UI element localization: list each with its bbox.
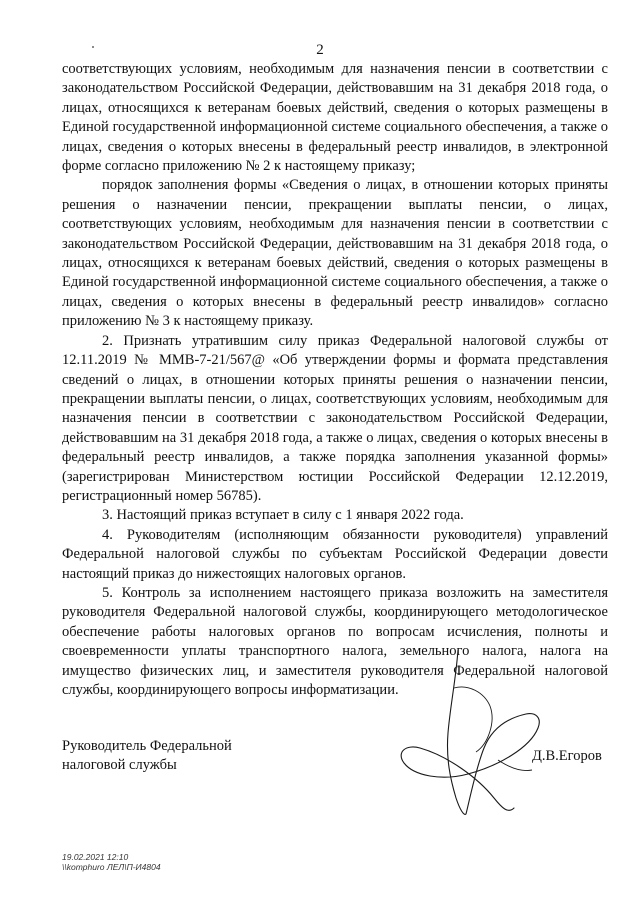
document-body <box>62 60 608 700</box>
signatory-title-line1: Руководитель Федеральной <box>62 738 232 754</box>
handwritten-signature <box>398 648 548 818</box>
paragraph: 4. Руководителям (исполняющим обязанности руководителя) управлений Федеральной налоговой службы по субъектам Российской Федерации довести настоящий приказ до нижестоящих налоговых органов. <box>62 526 608 582</box>
paragraph: порядок заполнения формы «Сведения о лицах, в отношении которых приняты решения о назначении пенсии, прекращении выплаты пенсии, о лицах, соответствующих условиям, необходимым для назначения пенсии в соответствии с законодательством Российской Федерации, действовавшим на 31 декабря 2018 года, о лицах, относящихся к ветеранам боевых действий, сведения о которых размещены в Единой государственной информационной системе социального обеспечения, а также о лицах, сведения о которых внесены в федеральный реестр инвалидов» согласно приложению № 3 к настоящему приказу. <box>62 177 608 330</box>
paragraph: 3. Настоящий приказ вступает в силу с 1 января 2022 года. <box>102 507 464 524</box>
signatory-title-line2: налоговой службы <box>62 757 177 774</box>
footer-timestamp: 19.02.2021 12:10 <box>62 852 129 862</box>
paragraph: соответствующих условиям, необходимым для назначения пенсии в соответствии с законодательством Российской Федерации, действовавшим на 31 декабря 2018 года, о лицах, относящихся к ветеранам боевых действий, сведения о которых размещены в Единой государственной информационной системе социального обеспечения, а также о лицах, сведения о которых внесены в федеральный реестр инвалидов, в электронной форме согласно приложению № 2 к настоящему приказу; <box>62 61 608 175</box>
footer-meta <box>62 852 161 872</box>
signatory-title <box>62 737 232 776</box>
paragraph: 5. Контроль за исполнением настоящего приказа возложить на заместителя руководителя Федеральной налоговой службы, координирующего методологическое обеспечение работы налоговых органов по вопросам исчисления, полноты и своевременности уплаты транспортного налога, земельного налога, налога на имущество физических лиц, и заместителя руководителя Федеральной налоговой службы, координирующего вопросы информатизации. <box>62 584 608 698</box>
paragraph: 2. Признать утратившим силу приказ Федеральной налоговой службы от 12.11.2019 № ММВ-7-21/567@ «Об утверждении формы и формата представления сведений о лицах, в отношении которых приняты решения о назначении пенсии, прекращении выплаты пенсии, о лицах, соответствующих условиям, необходимым для назначения пенсии в соответствии с законодательством Российской Федерации, действовавшим на 31 декабря 2018 года, а также о лицах, сведения о которых внесены в федеральный реестр инвалидов, а также порядка заполнения указанной формы» (зарегистрирован Министерством юстиции Российской Федерации 12.12.2019, регистрационный номер 56785). <box>62 332 608 504</box>
signatory-name: Д.В.Егоров <box>532 748 602 764</box>
page-number: 2 <box>316 42 324 58</box>
footer-file-path: \\komphuro ЛЕЛ\П-И4804 <box>62 862 161 872</box>
